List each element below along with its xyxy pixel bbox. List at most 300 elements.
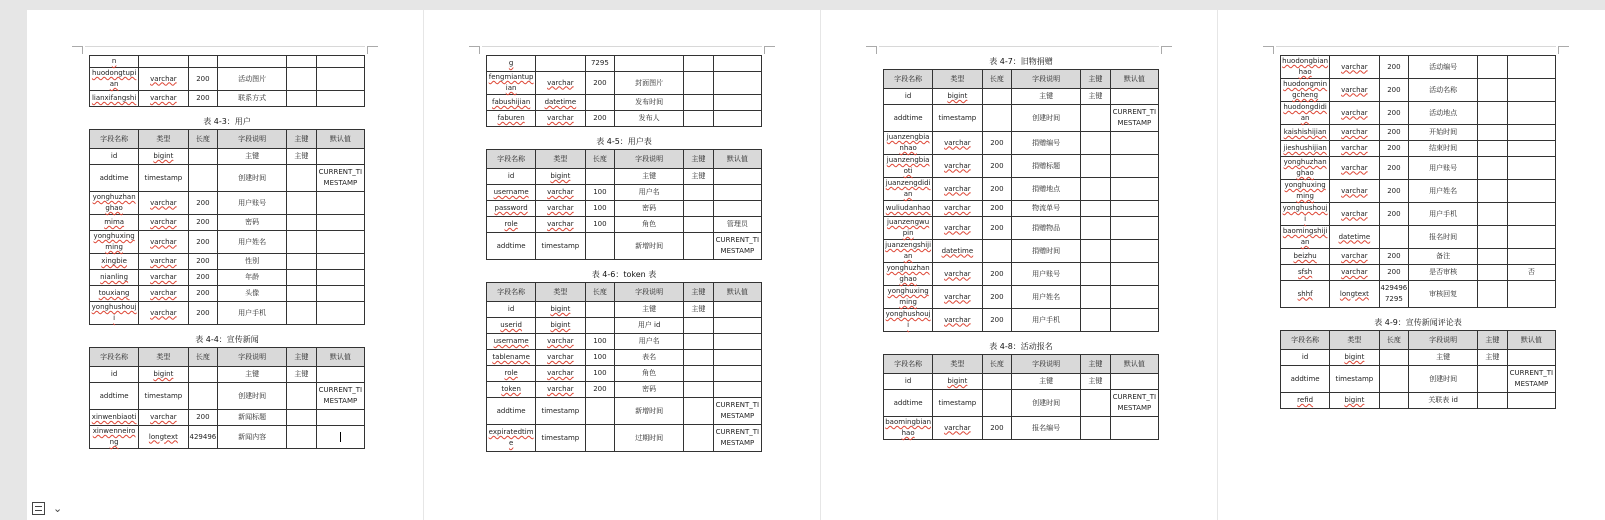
- table-row: [487, 233, 762, 260]
- field-table: [1280, 55, 1556, 308]
- table-caption: 表 4-7：旧物捐赠: [989, 57, 1053, 66]
- cell-text: varchar: [1341, 186, 1368, 195]
- table-cell: [188, 165, 218, 192]
- table-cell: [1379, 350, 1409, 366]
- cell-text: 200: [1387, 268, 1401, 276]
- table-cell: [316, 302, 364, 325]
- cell-text: 主键: [294, 152, 309, 160]
- table-cell: [188, 254, 218, 270]
- table-cell: [1281, 226, 1330, 249]
- column-header: 字段说明: [218, 130, 287, 149]
- table-cell: [1281, 125, 1330, 141]
- table-cell: [1110, 309, 1158, 332]
- table-cell: [1281, 203, 1330, 226]
- cell-text: 用户名: [638, 188, 660, 196]
- cell-text: bigint: [1344, 353, 1365, 361]
- table-cell: [316, 91, 364, 107]
- column-header: 主键: [1081, 355, 1111, 374]
- table-cell: [684, 185, 714, 201]
- table-cell: [1110, 132, 1158, 155]
- table-cell: [1012, 105, 1081, 132]
- table-cell: [1330, 350, 1379, 366]
- column-header: 字段名称: [1281, 331, 1330, 350]
- column-header: 类型: [139, 130, 188, 149]
- cell-text: 200: [196, 218, 210, 226]
- table-cell: [139, 165, 188, 192]
- cell-text: varchar: [150, 273, 177, 281]
- table-row: [487, 425, 762, 452]
- cell-text: huodongtupian: [91, 69, 137, 88]
- cell-text: g: [508, 59, 514, 67]
- table-row: [1281, 157, 1556, 180]
- cell-text: 200: [990, 204, 1004, 212]
- table-cell: [1081, 155, 1111, 178]
- column-header: 类型: [536, 283, 585, 302]
- cell-text: lianxifangshi: [91, 94, 137, 102]
- table-row: [884, 155, 1159, 178]
- table-cell: [982, 286, 1012, 309]
- table-cell: [90, 231, 139, 254]
- document-page: [821, 10, 1217, 520]
- table-cell: [1409, 265, 1478, 281]
- cell-text: kaishishijian: [1283, 128, 1327, 136]
- table-cell: [487, 334, 536, 350]
- table-cell: [90, 192, 139, 215]
- table-cell: [287, 302, 317, 325]
- table-row: [1281, 180, 1556, 203]
- table-cell: [585, 111, 615, 127]
- column-header: 字段说明: [615, 283, 684, 302]
- table-cell: [713, 95, 761, 111]
- table-row: [90, 270, 365, 286]
- table-cell: [1281, 157, 1330, 180]
- cell-text: 100: [593, 188, 607, 196]
- cell-text: 过期时间: [635, 433, 664, 442]
- table-row: [1281, 281, 1556, 308]
- table-cell: [218, 56, 287, 68]
- cell-text: varchar: [944, 161, 971, 170]
- table-row: [90, 231, 365, 254]
- table-cell: [884, 105, 933, 132]
- table-cell: [287, 91, 317, 107]
- table-cell: [287, 426, 317, 449]
- table-cell: [1409, 180, 1478, 203]
- table-cell: [585, 398, 615, 425]
- cell-text: 200: [990, 292, 1004, 301]
- cell-text: yonghuxingming: [1284, 181, 1326, 200]
- table-cell: [1409, 249, 1478, 265]
- table-cell: [684, 350, 714, 366]
- table-header-row: [90, 130, 365, 149]
- table-cell: [615, 302, 684, 318]
- table-cell: [188, 149, 218, 165]
- header-line: [879, 46, 1159, 47]
- cell-text: id: [1301, 353, 1309, 361]
- cell-text: n: [111, 57, 117, 65]
- list-icon[interactable]: [32, 502, 45, 515]
- field-table: [486, 282, 762, 452]
- table-cell: [1507, 79, 1555, 102]
- cell-text: 封面图片: [635, 78, 664, 87]
- table-cell: [90, 270, 139, 286]
- table-row: [90, 367, 365, 383]
- table-row: [884, 240, 1159, 263]
- cell-text: 100: [593, 220, 607, 228]
- table-cell: [139, 192, 188, 215]
- cell-text: huodongmingcheng: [1283, 80, 1328, 99]
- table-cell: [287, 367, 317, 383]
- chevron-down-icon[interactable]: ⌄: [53, 501, 63, 515]
- table-cell: [1409, 79, 1478, 102]
- table-cell: [1081, 89, 1111, 105]
- cell-text: varchar: [1341, 268, 1368, 276]
- cell-text: touxiang: [98, 289, 130, 297]
- cell-text: shhf: [1297, 289, 1313, 298]
- cell-text: 主键: [1039, 92, 1054, 100]
- table-cell: [218, 383, 287, 410]
- cell-text: 200: [196, 237, 210, 246]
- cell-text: 200: [196, 273, 210, 281]
- table-cell: [1379, 180, 1409, 203]
- margin-corner-mark: [1161, 46, 1172, 54]
- table-row: [487, 95, 762, 111]
- table-cell: [1110, 390, 1158, 417]
- table-cell: [1379, 79, 1409, 102]
- table-cell: [1012, 286, 1081, 309]
- cell-text: 200: [1387, 62, 1401, 71]
- status-toolbar: [32, 498, 62, 518]
- column-header: 字段说明: [1409, 331, 1478, 350]
- table-cell: [90, 367, 139, 383]
- table-cell: [1110, 240, 1158, 263]
- table-cell: [487, 302, 536, 318]
- table-cell: [1478, 141, 1508, 157]
- table-cell: [713, 169, 761, 185]
- table-cell: [536, 233, 585, 260]
- table-row: [487, 169, 762, 185]
- table-cell: [884, 155, 933, 178]
- column-header: 字段名称: [90, 348, 139, 367]
- cell-text: 200: [196, 94, 210, 102]
- table-cell: [90, 302, 139, 325]
- cell-text: baomingshijian: [1282, 227, 1328, 246]
- table-row: [1281, 56, 1556, 79]
- cell-text: 200: [990, 161, 1004, 170]
- cell-text: 主键: [245, 370, 260, 378]
- table-cell: [188, 367, 218, 383]
- table-cell: [615, 56, 684, 72]
- table-cell: [1507, 226, 1555, 249]
- table-cell: [933, 155, 982, 178]
- cell-text: 主键: [1436, 353, 1451, 361]
- table-cell: [1110, 374, 1158, 390]
- header-line: [1276, 46, 1556, 47]
- table-cell: [884, 89, 933, 105]
- table-cell: [1330, 157, 1379, 180]
- cell-text: 429496: [189, 432, 217, 441]
- cell-text: varchar: [944, 223, 971, 232]
- cell-text: 用户姓名: [238, 237, 267, 246]
- cell-text: 创建时间: [238, 173, 267, 182]
- table-cell: [1012, 417, 1081, 440]
- table-row: [90, 149, 365, 165]
- cell-text: 活动地点: [1429, 108, 1458, 117]
- table-cell: [1110, 178, 1158, 201]
- table-cell: [316, 270, 364, 286]
- table-cell: [1409, 366, 1478, 393]
- cell-text: varchar: [547, 204, 574, 212]
- cell-text: baomingbianhao: [885, 418, 932, 437]
- table-cell: [1507, 249, 1555, 265]
- cell-text: 主键: [245, 152, 260, 160]
- table-cell: [1507, 350, 1555, 366]
- table-cell: [1478, 102, 1508, 125]
- table-cell: [1507, 157, 1555, 180]
- table-cell: [536, 425, 585, 452]
- cell-text: varchar: [1341, 62, 1368, 71]
- table-cell: [1110, 286, 1158, 309]
- table-cell: [1379, 203, 1409, 226]
- table-cell: [316, 68, 364, 91]
- cell-text: 200: [1387, 85, 1401, 94]
- table-cell: [90, 165, 139, 192]
- cell-text: varchar: [150, 413, 177, 421]
- column-header: 默认值: [1110, 355, 1158, 374]
- table-cell: [585, 185, 615, 201]
- cell-text: 主键: [1088, 92, 1103, 100]
- table-row: [487, 185, 762, 201]
- table-cell: [982, 132, 1012, 155]
- cell-text: bigint: [550, 172, 571, 180]
- cell-text: 100: [593, 353, 607, 361]
- cell-text: id: [507, 172, 515, 180]
- cell-text: jieshushijian: [1283, 144, 1327, 152]
- table-row: [884, 374, 1159, 390]
- table-cell: [1081, 374, 1111, 390]
- table-cell: [982, 240, 1012, 263]
- cell-text: 年龄: [245, 273, 260, 281]
- table-cell: [1478, 79, 1508, 102]
- table-cell: [1379, 141, 1409, 157]
- cell-text: 200: [1387, 209, 1401, 218]
- column-header: 长度: [982, 355, 1012, 374]
- table-cell: [536, 382, 585, 398]
- table-row: [1281, 350, 1556, 366]
- table-cell: [1081, 417, 1111, 440]
- table-cell: [1012, 178, 1081, 201]
- table-header-row: [1281, 331, 1556, 350]
- table-row: [884, 263, 1159, 286]
- cell-text: xinwenneirong: [92, 427, 136, 446]
- table-cell: [139, 215, 188, 231]
- cell-text: 用户 id: [637, 321, 661, 329]
- cell-text: 200: [1387, 163, 1401, 172]
- margin-corner-mark: [469, 46, 480, 54]
- table-row: [90, 302, 365, 325]
- table-cell: [1110, 155, 1158, 178]
- table-cell: [884, 417, 933, 440]
- page-content: [883, 56, 1159, 440]
- table-cell: [615, 334, 684, 350]
- table-cell: [188, 410, 218, 426]
- table-row: [884, 132, 1159, 155]
- column-header: 默认值: [316, 348, 364, 367]
- table-cell: [1281, 102, 1330, 125]
- cell-text: bigint: [947, 377, 968, 385]
- table-caption: 表 4-9：宣传新闻评论表: [1374, 318, 1462, 327]
- table-cell: [884, 263, 933, 286]
- cell-text: longtext: [148, 432, 178, 441]
- cell-text: 密码: [642, 204, 657, 212]
- column-header: 主键: [684, 283, 714, 302]
- table-cell: [615, 72, 684, 95]
- cell-text: 200: [990, 423, 1004, 432]
- table-cell: [1330, 79, 1379, 102]
- table-cell: [713, 366, 761, 382]
- table-cell: [1409, 226, 1478, 249]
- table-cell: [218, 192, 287, 215]
- table-cell: [90, 426, 139, 449]
- cell-text: varchar: [944, 423, 971, 432]
- cell-text: juanzengbianhao: [886, 133, 930, 152]
- table-cell: [316, 192, 364, 215]
- table-cell: [1379, 393, 1409, 409]
- table-row: [884, 178, 1159, 201]
- table-row: [487, 201, 762, 217]
- table-row: [487, 318, 762, 334]
- cell-text: timestamp: [1335, 374, 1374, 383]
- table-row: [1281, 226, 1556, 249]
- table-cell: [139, 367, 188, 383]
- cell-text: bigint: [550, 305, 571, 313]
- cell-text: yonghuzhanghao: [886, 264, 930, 283]
- table-cell: [1478, 56, 1508, 79]
- cell-text: wuliudanhao: [885, 204, 931, 212]
- table-cell: [139, 426, 188, 449]
- table-cell: [188, 302, 218, 325]
- field-table: [486, 55, 762, 127]
- cell-text: 活动编号: [1429, 62, 1458, 71]
- table-cell: [1281, 350, 1330, 366]
- cell-text: 主键: [1039, 377, 1054, 385]
- table-cell: [585, 95, 615, 111]
- table-cell: [1507, 366, 1555, 393]
- cell-text: 200: [990, 138, 1004, 147]
- cell-text: 新增时间: [635, 406, 664, 415]
- column-header: 字段说明: [1012, 355, 1081, 374]
- cell-text: 密码: [245, 218, 260, 226]
- table-row: [1281, 366, 1556, 393]
- table-cell: [218, 302, 287, 325]
- table-cell: [1507, 102, 1555, 125]
- table-row: [487, 302, 762, 318]
- table-cell: [1379, 157, 1409, 180]
- table-cell: [316, 56, 364, 68]
- column-header: 主键: [1081, 70, 1111, 89]
- table-cell: [615, 398, 684, 425]
- table-cell: [615, 318, 684, 334]
- column-header: 长度: [585, 283, 615, 302]
- table-row: [487, 382, 762, 398]
- table-cell: [90, 149, 139, 165]
- cell-text: 用户名: [638, 337, 660, 345]
- table-cell: [1409, 281, 1478, 308]
- table-cell: [536, 366, 585, 382]
- cell-text: varchar: [150, 74, 177, 83]
- table-cell: [1012, 89, 1081, 105]
- table-cell: [487, 366, 536, 382]
- cell-text: CURRENT_TIMESTAMP: [318, 386, 363, 405]
- cell-text: bigint: [1344, 396, 1365, 404]
- cell-text: varchar: [547, 114, 574, 122]
- cell-text: 200: [1387, 186, 1401, 195]
- table-cell: [1409, 56, 1478, 79]
- column-header: 主键: [287, 348, 317, 367]
- cell-text: varchar: [1341, 252, 1368, 260]
- cell-text: varchar: [1341, 85, 1368, 94]
- table-cell: [982, 178, 1012, 201]
- table-cell: [139, 231, 188, 254]
- cell-text: nianling: [100, 273, 129, 281]
- cell-text: yonghuzhanghao: [1283, 158, 1327, 177]
- table-cell: [982, 309, 1012, 332]
- table-cell: [1281, 366, 1330, 393]
- cell-text: varchar: [1341, 144, 1368, 152]
- cell-text: bigint: [153, 152, 174, 160]
- table-cell: [982, 263, 1012, 286]
- cell-text: bigint: [153, 370, 174, 378]
- cell-text: varchar: [547, 369, 574, 377]
- cell-text: yonghuxingming: [93, 232, 135, 251]
- table-cell: [585, 302, 615, 318]
- table-cell: [188, 56, 218, 68]
- cell-text: 捐赠标题: [1032, 161, 1061, 170]
- table-cell: [982, 201, 1012, 217]
- table-cell: [1012, 155, 1081, 178]
- table-cell: [139, 270, 188, 286]
- table-cell: [1330, 265, 1379, 281]
- cell-text: varchar: [547, 353, 574, 361]
- cell-text: mima: [104, 218, 125, 226]
- cell-text: CURRENT_TIMESTAMP: [1112, 108, 1157, 127]
- table-cell: [1330, 249, 1379, 265]
- column-header: 默认值: [1507, 331, 1555, 350]
- cell-text: id: [507, 305, 515, 313]
- column-header: 长度: [188, 130, 218, 149]
- cell-text: 200: [196, 257, 210, 265]
- table-cell: [1507, 180, 1555, 203]
- table-cell: [884, 286, 933, 309]
- cell-text: fabushijian: [491, 98, 531, 106]
- cell-text: 200: [593, 114, 607, 122]
- field-table: [883, 69, 1159, 332]
- table-cell: [1330, 180, 1379, 203]
- table-cell: [933, 240, 982, 263]
- table-cell: [1081, 390, 1111, 417]
- table-cell: [218, 286, 287, 302]
- table-cell: [1281, 141, 1330, 157]
- table-cell: [90, 383, 139, 410]
- table-row: [1281, 265, 1556, 281]
- cell-text: 用户姓名: [1032, 292, 1061, 301]
- column-header: 默认值: [713, 283, 761, 302]
- cell-text: 主键: [642, 305, 657, 313]
- table-cell: [933, 417, 982, 440]
- margin-corner-mark: [367, 46, 378, 54]
- cell-text: 200: [990, 184, 1004, 193]
- table-cell: [615, 382, 684, 398]
- table-cell: [287, 383, 317, 410]
